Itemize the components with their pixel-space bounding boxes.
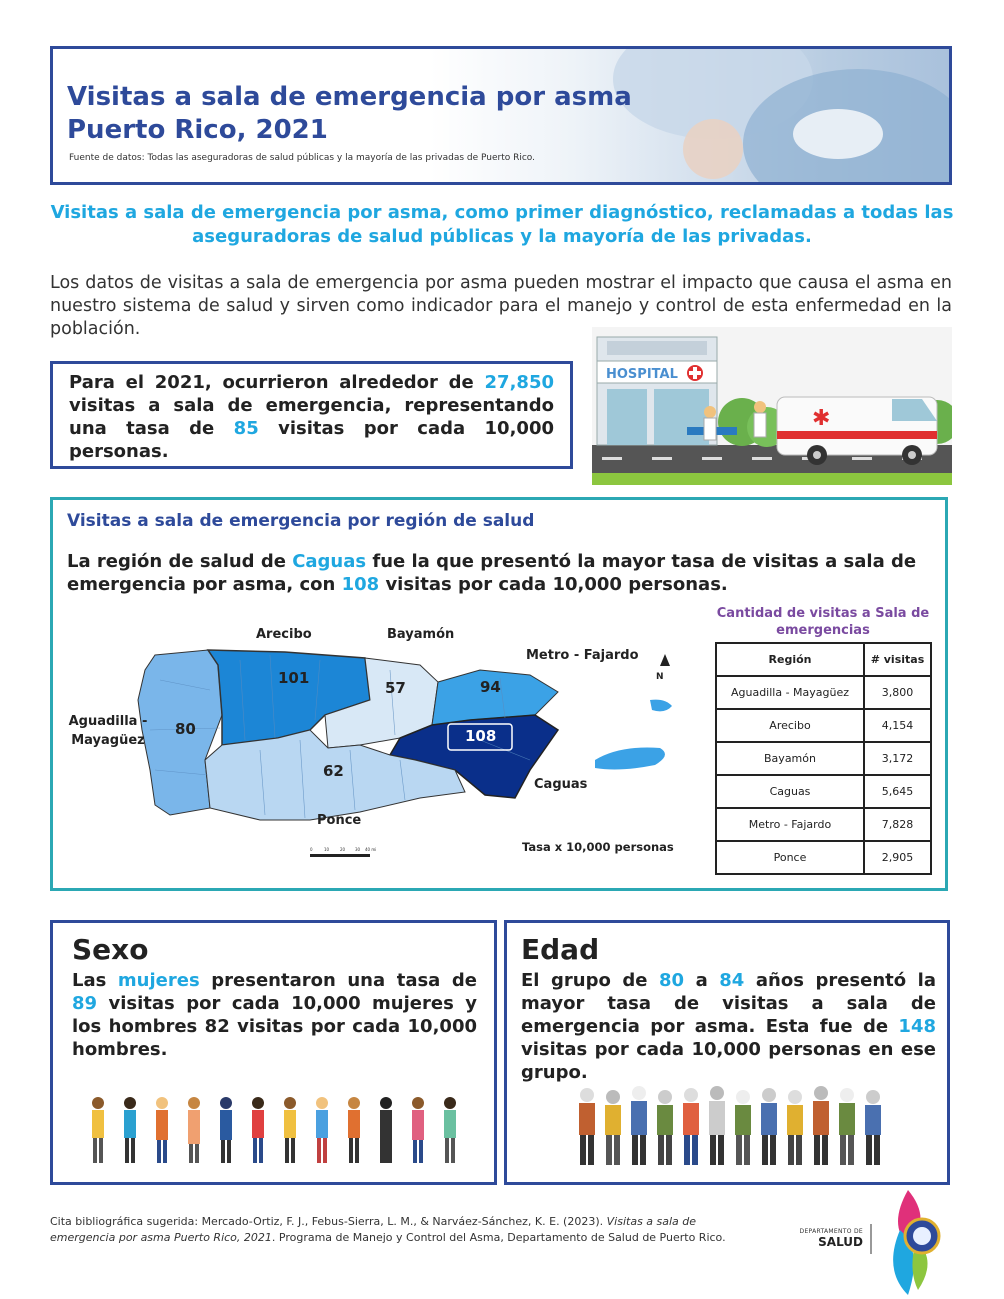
table-header: Región [716,643,864,676]
map-scale-bar [310,854,370,857]
hospital-illustration [592,327,952,485]
value-bayamon: 57 [385,679,406,697]
value-arecibo: 101 [278,669,310,687]
age-text: El grupo de 80 a 84 años presentó la mayor tasa de visitas a sala de emergencia por asma. Esta fue de 148 visitas por cada 10,000 personas en ese grupo. [521,970,936,1083]
header-photo-decoration [793,109,883,159]
map-scale-tick: 0 [310,847,313,852]
table-row: Aguadilla - Mayagüez 3,800 [716,676,931,709]
sex-card [50,920,497,1185]
logo-divider [870,1224,872,1254]
north-arrow-icon [660,654,670,666]
citation-title: Visitas a sala de emergencia por asma Puerto Rico, 2021 [50,1215,697,1244]
subtitle: Visitas a sala de emergencia por asma, como primer diagnóstico, reclamadas a todas las aseguradoras de salud públicas y la mayoría de las privadas. [50,202,954,247]
svg-text:✱: ✱ [812,406,831,431]
value-caguas: 108 [465,727,497,745]
women-rate: 89 [72,993,98,1014]
table-row: Bayamón 3,172 [716,742,931,775]
table-row: Caguas 5,645 [716,775,931,808]
citation: Cita bibliográfica sugerida: Mercado-Ortiz, F. J., Febus-Sierra, L. M., & Narváez-Sánchez, K. E. (2023). Visitas a sala de emergencia por asma Puerto Rico, 2021. Programa de Manejo y Control del Asma, Departamento de Salud de Puerto Rico. [50,1215,726,1244]
age-from: 80 [659,970,685,991]
label-bayamon: Bayamón [387,627,455,642]
stat-box [50,361,573,469]
region-section-title: Visitas a sala de emergencia por región de salud [67,511,535,531]
top-region: Caguas [292,551,367,572]
logo-line-1: DEPARTAMENTO DE [799,1228,863,1235]
department-logo-text [785,1228,863,1249]
table-title: Cantidad de visitas a Sala de emergencias [716,606,930,638]
header-banner [50,46,952,185]
title-line-1: Visitas a sala de emergencia por asma [67,82,632,112]
table-header: # visitas [864,643,931,676]
title-line-2: Puerto Rico, 2021 [67,115,328,145]
label-metro-fajardo: Metro - Fajardo [526,648,639,663]
map-culebra [650,700,672,712]
age-rate: 148 [898,1016,936,1037]
value-metro-fajardo: 94 [480,678,501,696]
label-north: N [656,672,664,682]
age-title: Edad [521,933,600,966]
age-card [504,920,950,1185]
map-scale-tick: 10 [324,847,330,852]
department-logo-icon [878,1190,948,1295]
table-row: Arecibo 4,154 [716,709,931,742]
value-ponce: 62 [323,762,344,780]
data-source: Fuente de datos: Todas las aseguradoras de salud públicas y la mayoría de las privadas de Puerto Rico. [69,153,536,163]
overall-rate: 85 [233,418,259,439]
sex-text: Las mujeres presentaron una tasa de 89 visitas por cada 10,000 mujeres y los hombres 82 visitas por cada 10,000 hombres. [72,970,477,1060]
map-legend-label: Tasa x 10,000 personas [522,840,674,854]
region-summary: La región de salud de Caguas fue la que presentó la mayor tasa de visitas a sala de emergencia por asma, con 108 visitas por cada 10,000 personas. [67,551,917,595]
total-visits: 27,850 [484,372,554,393]
label-caguas: Caguas [534,777,588,792]
stat-text: Para el 2021, ocurrieron alrededor de 27,850 visitas a sala de emergencia, representando una tasa de 85 visitas por cada 10,000 personas. [69,372,554,462]
logo-line-2: SALUD [818,1235,863,1249]
sex-title: Sexo [72,933,149,966]
women-highlight: mujeres [117,970,200,991]
header-photo-decoration [683,119,743,179]
page-title [67,81,632,147]
value-aguadilla-mayaguez: 80 [175,720,196,738]
map-scale-ticks [310,847,376,852]
map-scale-tick: 20 [340,847,346,852]
intro-paragraph: Los datos de visitas a sala de emergencia por asma pueden mostrar el impacto que causa el asma en nuestro sistema de salud y sirven como indicador para el manejo y control de esta enfermedad en la población. [50,273,952,339]
hospital-sign: HOSPITAL [606,367,678,382]
map-scale-tick: 40 mi [365,847,377,852]
label-ponce: Ponce [317,813,362,828]
label-arecibo: Arecibo [256,627,312,642]
table-row: Ponce 2,905 [716,841,931,874]
table-header-row [716,643,931,676]
top-region-rate: 108 [341,574,380,595]
map-vieques [595,748,665,770]
people-illustration [78,1091,473,1171]
map-scale-tick: 30 [355,847,361,852]
table-row: Metro - Fajardo 7,828 [716,808,931,841]
age-to: 84 [719,970,745,991]
label-aguadilla-mayaguez: Aguadilla - Mayagüez [68,714,148,748]
visits-table [715,642,932,875]
elderly-people-illustration [569,1083,889,1175]
